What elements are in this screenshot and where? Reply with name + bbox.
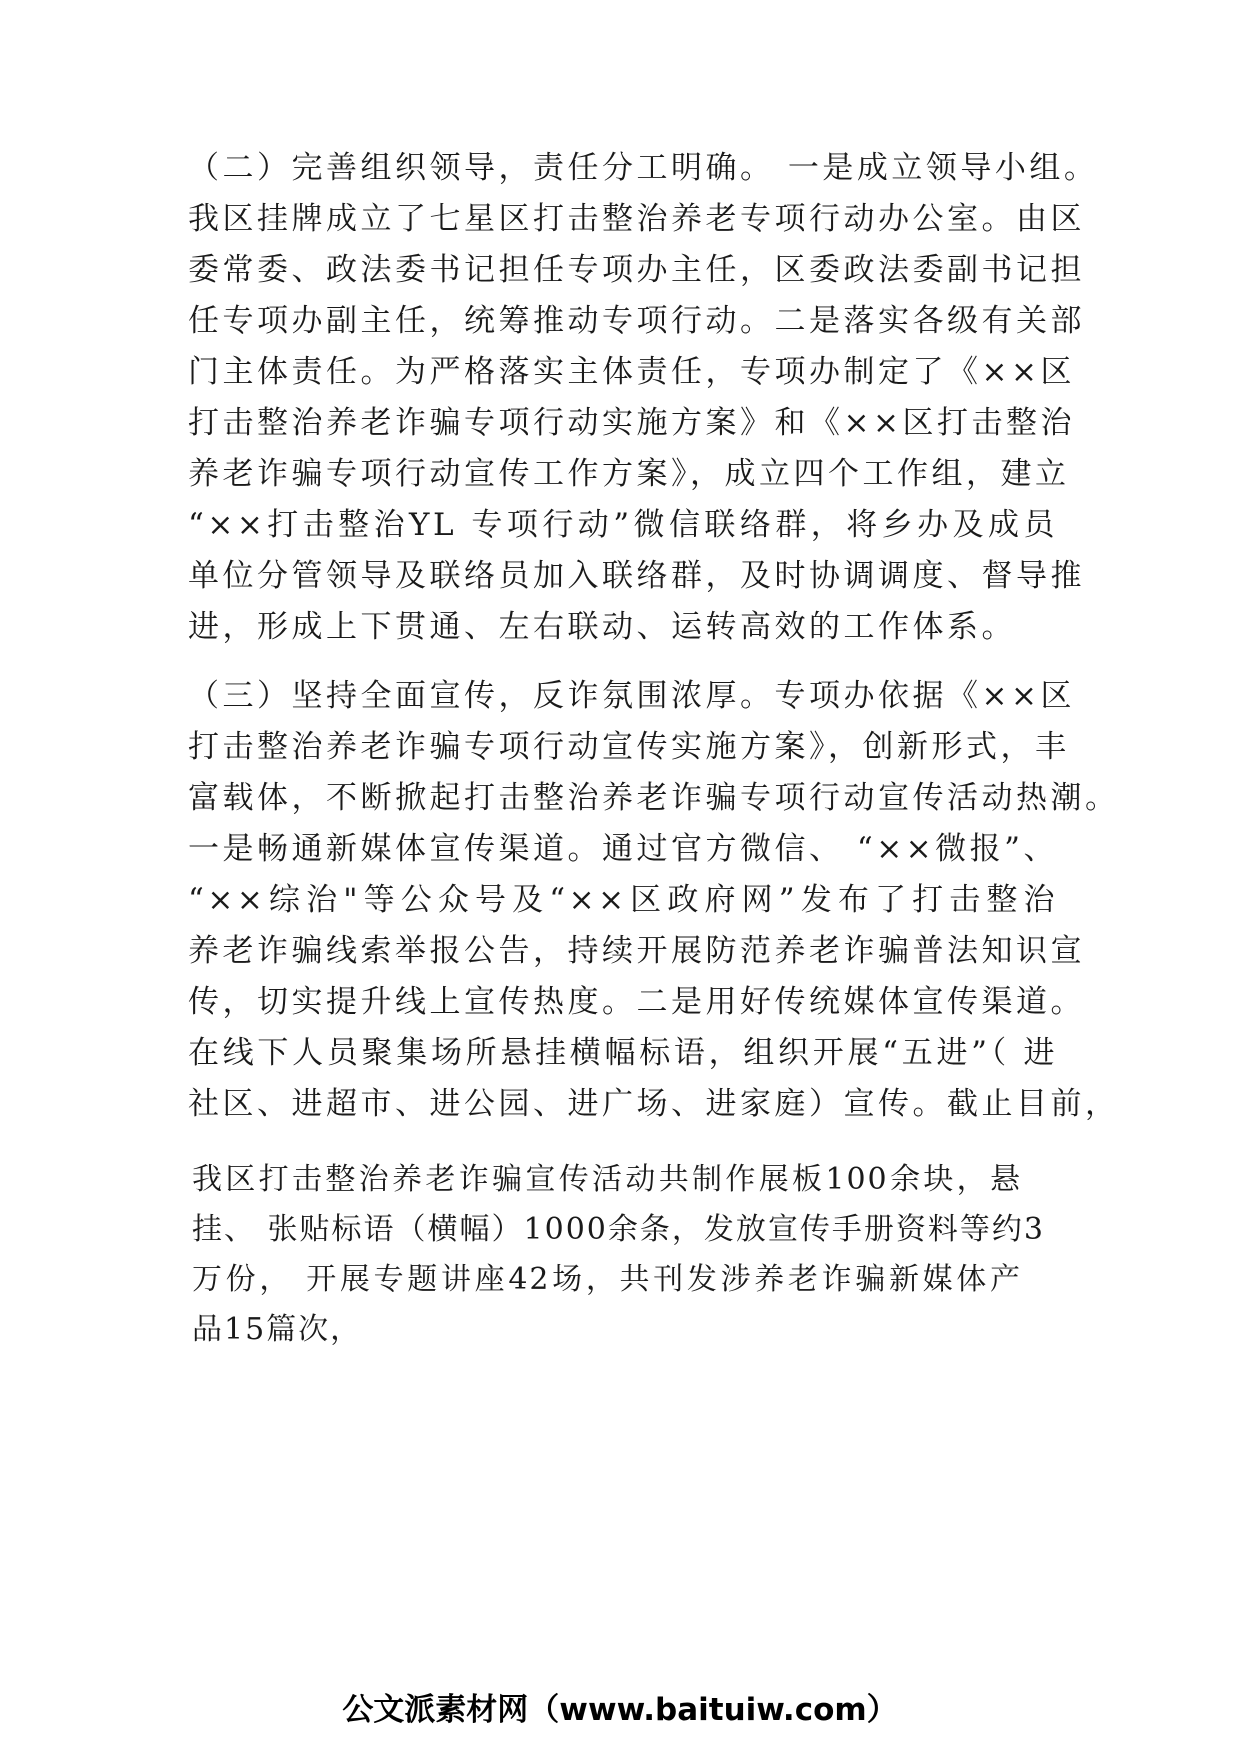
text-line: 养老诈骗线索举报公告，持续开展防范养老诈骗普法知识宣: [188, 933, 1085, 969]
text-line: 进，形成上下贯通、左右联动、运转高效的工作体系。: [188, 609, 1016, 645]
text-line: 打击整治养老诈骗专项行动宣传实施方案》，创新形式，丰: [188, 729, 1070, 765]
text-line: （三）坚持全面宣传，反诈氛围浓厚。专项办依据《××区: [188, 678, 1075, 714]
text-line: 单位分管领导及联络员加入联络群，及时协调调度、督导推: [188, 558, 1085, 594]
text-line: “××综治"等公众号及“××区政府网”发布了打击整治: [188, 882, 1058, 918]
text-line: 我区挂牌成立了七星区打击整治养老专项行动办公室。由区: [188, 201, 1085, 237]
text-line: 门主体责任。为严格落实主体责任，专项办制定了《××区: [188, 354, 1075, 390]
text-line: “××打击整治YL 专项行动”微信联络群，将乡办及成员: [188, 507, 1058, 543]
text-line: 品15篇次，: [192, 1312, 363, 1347]
text-line: （二）完善组织领导，责任分工明确。 一是成立领导小组。: [188, 150, 1099, 186]
text-line: 挂、 张贴标语（横幅）1000余条，发放宣传手册资料等约3: [192, 1212, 1045, 1247]
footer-site-credit: 公文派素材网（www.baituiw.com）: [342, 1692, 898, 1728]
text-line: 万份， 开展专题讲座42场，共刊发涉养老诈骗新媒体产: [192, 1262, 1022, 1297]
text-line: 打击整治养老诈骗专项行动实施方案》和《××区打击整治: [188, 405, 1075, 441]
text-line: 在线下人员聚集场所悬挂横幅标语，组织开展“五进”（ 进: [188, 1035, 1058, 1071]
text-line: 富载体，不断掀起打击整治养老诈骗专项行动宣传活动热潮。: [188, 780, 1120, 816]
text-line: 我区打击整治养老诈骗宣传活动共制作展板100余块，悬: [192, 1162, 1022, 1197]
text-line: 一是畅通新媒体宣传渠道。通过官方微信、 “××微报”、: [188, 831, 1058, 867]
text-line: 传，切实提升线上宣传热度。二是用好传统媒体宣传渠道。: [188, 984, 1085, 1020]
text-line: 委常委、政法委书记担任专项办主任，区委政法委副书记担: [188, 252, 1085, 288]
text-line: 养老诈骗专项行动宣传工作方案》，成立四个工作组，建立: [188, 456, 1070, 492]
text-line: 任专项办副主任，统筹推动专项行动。二是落实各级有关部: [188, 303, 1085, 339]
text-line: 社区、进超市、进公园、进广场、进家庭）宣传。截止目前，: [188, 1086, 1120, 1122]
